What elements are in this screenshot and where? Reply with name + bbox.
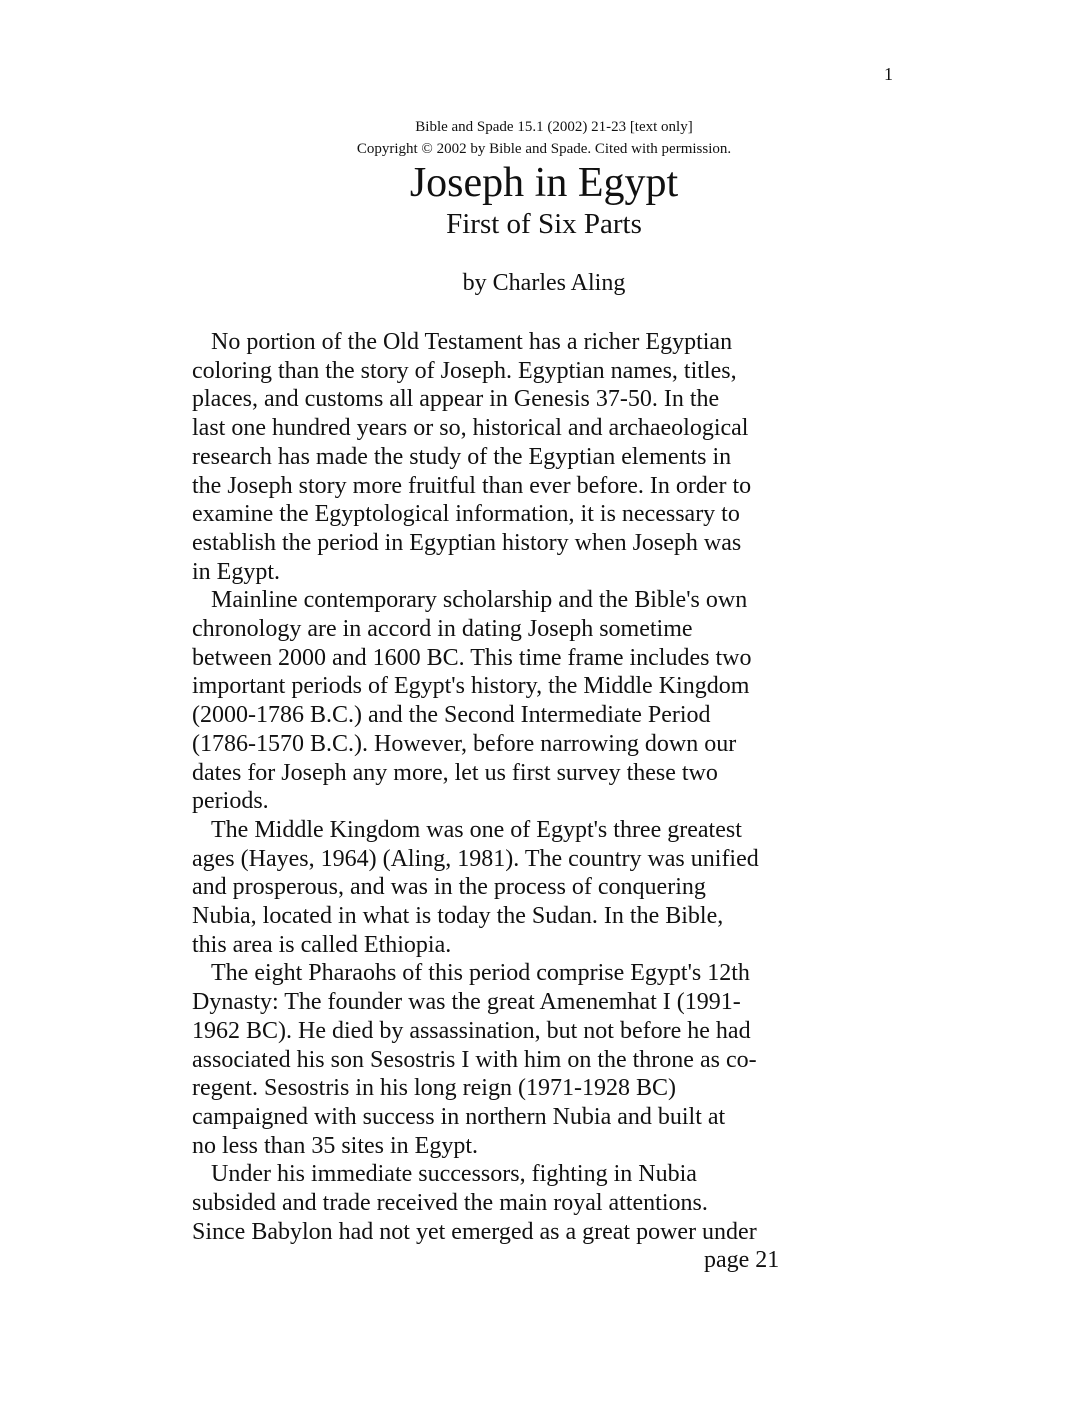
body-line: subsided and trade received the main royal attentions.: [192, 1190, 708, 1217]
body-line: ages (Hayes, 1964) (Aling, 1981). The country was unified: [192, 845, 759, 872]
body-line: research has made the study of the Egyptian elements in: [192, 443, 732, 470]
body-line: examine the Egyptological information, it is necessary to: [192, 501, 740, 528]
citation-block: [0, 116, 1088, 160]
page-footer: page 21: [704, 1247, 780, 1273]
body-line: establish the period in Egyptian history when Joseph was: [192, 529, 742, 556]
body-line: The eight Pharaohs of this period comprise Egypt's 12th: [211, 960, 750, 987]
body-line: (2000-1786 B.C.) and the Second Intermediate Period: [192, 702, 711, 729]
body-line: coloring than the story of Joseph. Egyptian names, titles,: [192, 357, 737, 384]
body-line: places, and customs all appear in Genesis 37-50. In the: [192, 386, 720, 413]
body-line: important periods of Egypt's history, the Middle Kingdom: [192, 673, 750, 700]
body-line: periods.: [192, 788, 269, 815]
body-line: this area is called Ethiopia.: [192, 931, 452, 958]
body-line: in Egypt.: [192, 558, 280, 585]
body-line: The Middle Kingdom was one of Egypt's three greatest: [211, 816, 742, 843]
body-line: (1786-1570 B.C.). However, before narrowing down our: [192, 730, 737, 757]
citation-source: Bible and Spade 15.1 (2002) 21-23 [text only]: [415, 119, 693, 135]
body-line: regent. Sesostris in his long reign (1971-1928 BC): [192, 1075, 676, 1102]
article-subtitle: First of Six Parts: [446, 208, 642, 240]
body-line: No portion of the Old Testament has a richer Egyptian: [211, 329, 733, 355]
body-line: Since Babylon had not yet emerged as a great power under: [192, 1218, 757, 1245]
body-line: Under his immediate successors, fighting in Nubia: [211, 1161, 697, 1188]
article-byline: by Charles Aling: [462, 270, 626, 296]
body-line: Mainline contemporary scholarship and the Bible's own: [211, 587, 748, 614]
body-line: associated his son Sesostris I with him on the throne as co-: [192, 1046, 757, 1073]
body-line: between 2000 and 1600 BC. This time frame includes two: [192, 644, 752, 671]
article-body: [192, 328, 812, 1247]
page-number-top: 1: [884, 64, 893, 84]
body-line: the Joseph story more fruitful than ever before. In order to: [192, 472, 752, 499]
body-line: Nubia, located in what is today the Sudan. In the Bible,: [192, 903, 724, 930]
body-line: no less than 35 sites in Egypt.: [192, 1132, 478, 1159]
body-line: Dynasty: The founder was the great Amenemhat I (1991-: [192, 989, 741, 1016]
body-line: campaigned with success in northern Nubia and built at: [192, 1103, 726, 1130]
body-line: chronology are in accord in dating Joseph sometime: [192, 616, 693, 643]
body-line: 1962 BC). He died by assassination, but not before he had: [192, 1017, 751, 1044]
body-line: and prosperous, and was in the process of conquering: [192, 874, 706, 901]
body-line: last one hundred years or so, historical and archaeological: [192, 415, 749, 442]
article-title: Joseph in Egypt: [409, 160, 679, 206]
citation-copyright: Copyright © 2002 by Bible and Spade. Cited with permission.: [356, 141, 732, 157]
body-line: dates for Joseph any more, let us first survey these two: [192, 759, 718, 786]
